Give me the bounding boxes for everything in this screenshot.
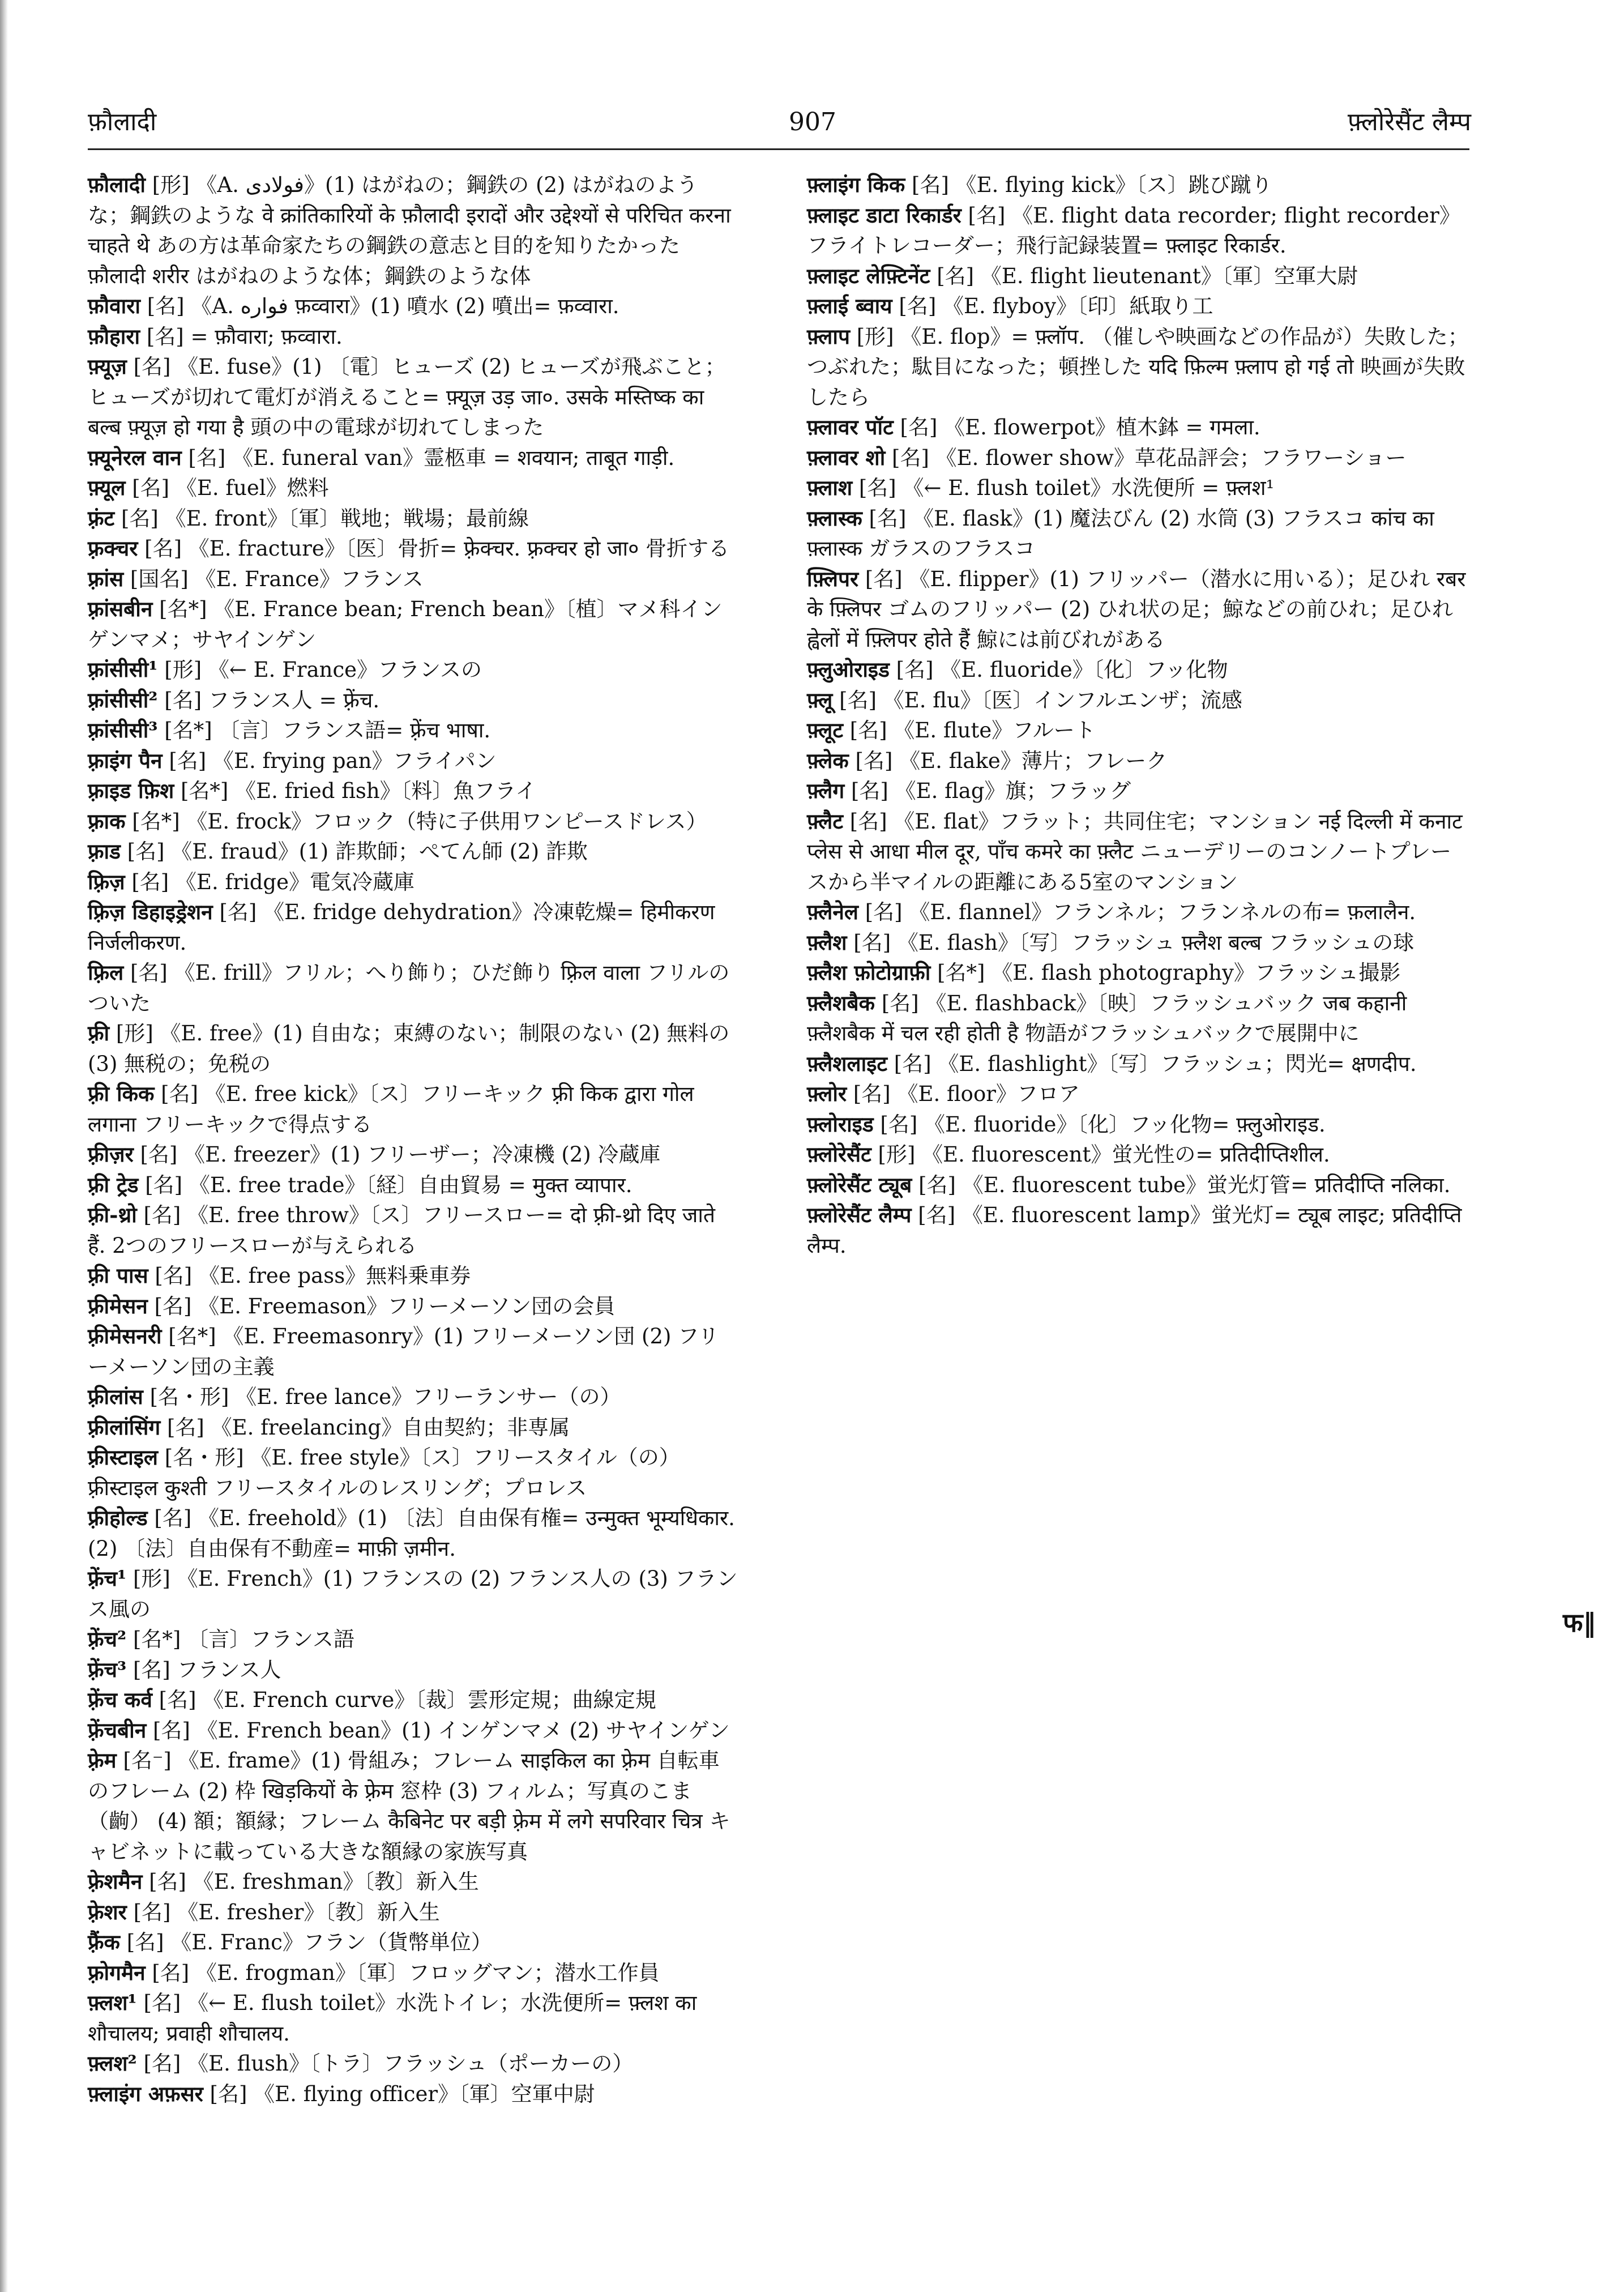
entry-definition: [名] 《E. freshman》〔教〕新入生	[149, 1870, 479, 1894]
dictionary-entry	[807, 564, 1469, 655]
dictionary-entry	[88, 1079, 739, 1139]
entry-definition: [名] 《E. frill》フリル；へり飾り；ひだ飾り फ़्रिल वाला フリルのついた	[88, 961, 730, 1015]
entry-definition: [名] 《E. flat》フラット；共同住宅；マンション नई दिल्ली में कनाट प्लेस से आधा मील दूर, पाँच कमरे का फ़्लैट ニューデリーのコンノートプレースから半マイルの距離にある5室のマンション	[807, 809, 1463, 894]
entry-headword: फ़्लश²	[88, 2051, 137, 2076]
dictionary-entry	[807, 261, 1469, 292]
entry-headword: फ़ौलादी	[88, 172, 146, 197]
dictionary-entry	[88, 1715, 739, 1746]
entry-definition: [名⁻] 《E. frame》(1) 骨組み；フレーム साइकिल का फ़्रेम 自転車のフレーム (2) 枠 खिड़कियों के फ़्रेम 窓枠 (3) フィルム；写真のこま（齣） (4) 額；額縁；フレーム कैबिनेट पर बड़ी फ़्रेम में लगे सपरिवार चित्र キャビネットに載っている大きな額縁の家族写真	[88, 1748, 730, 1864]
entry-definition: [名] 《E. flush》〔トラ〕フラッシュ（ポーカーの）	[143, 2051, 634, 2076]
dictionary-entry	[88, 715, 739, 746]
dictionary-entry	[88, 1867, 739, 1897]
entry-headword: फ़्लोराइड	[807, 1111, 874, 1137]
entry-headword: फ़्लाइंग किक	[807, 172, 905, 197]
entry-definition: [名] 《E. flute》フルート	[849, 718, 1096, 742]
dictionary-entry	[88, 1382, 739, 1412]
entry-definition: [名*] 〔言〕フランス語	[133, 1627, 355, 1651]
entry-headword: फ़्रीमेसनरी	[88, 1324, 162, 1348]
dictionary-entry	[88, 958, 739, 1018]
entry-headword: फ़्रीमेसन	[88, 1293, 148, 1318]
running-head-left: फ़ौलादी	[88, 108, 157, 136]
entry-headword: फ़्लाइट डाटा रिकार्डर	[807, 202, 961, 228]
entry-headword: फ़्रैंक	[88, 1930, 120, 1954]
entry-definition: [名] 《E. frying pan》フライパン	[169, 748, 497, 773]
entry-headword: फ़्रेंच²	[88, 1627, 127, 1651]
dictionary-entry	[88, 1261, 739, 1291]
dictionary-entry	[807, 1170, 1469, 1201]
entry-headword: फ़्राड	[88, 839, 121, 864]
entry-definition: [形] 《E. flop》= फ़्लॉप. （催しや映画などの作品が）失敗した；つぶれた；駄目になった；頓挫した यदि फ़िल्म फ़्लाप हो गई तो 映画が失敗したら	[807, 324, 1469, 409]
dictionary-entry	[807, 412, 1469, 443]
entry-definition: [形] 《← E. France》フランスの	[164, 658, 482, 682]
entry-headword: फ़्रीलांसिंग	[88, 1414, 161, 1440]
dictionary-entry	[807, 200, 1469, 261]
dictionary-entry	[807, 685, 1469, 716]
entry-definition: [名] 《E. free throw》〔ス〕フリースロー= दो फ़्री-थ्रो दिए जाते हैं. 2つのフリースローが与えられる	[88, 1203, 716, 1258]
entry-headword: फ़्लैशलाइट	[807, 1051, 888, 1076]
dictionary-entry	[88, 1170, 739, 1201]
dictionary-entry	[88, 1564, 739, 1624]
dictionary-entry	[88, 594, 739, 655]
entry-definition: [名] 《E. fracture》〔医〕骨折= फ़्रेक्चर. फ़्रक्चर हो जा० 骨折する	[144, 536, 730, 561]
entry-headword: फ़्लाइट लेफ़्टिनेंट	[807, 263, 930, 288]
entry-headword: फ़्रोगमैन	[88, 1960, 146, 1985]
entry-definition: [名] 《E. fraud》(1) 詐欺師；ぺてん師 (2) 詐欺	[127, 839, 588, 864]
entry-definition: [形] 《E. fluorescent》蛍光性の= प्रतिदीप्तिशील.	[878, 1142, 1330, 1167]
dictionary-entry	[807, 473, 1469, 503]
dictionary-entry	[88, 322, 739, 352]
entry-definition: [名] 《E. flying officer》〔軍〕空軍中尉	[210, 2081, 595, 2106]
entry-headword: फ़्लैशबैक	[807, 990, 875, 1015]
entry-definition: [名] 《E. flight lieutenant》〔軍〕空軍大尉	[937, 263, 1358, 288]
entry-headword: फ़्रांसीसी¹	[88, 657, 158, 682]
entry-definition: [名] 《E. fresher》〔教〕新入生	[133, 1900, 440, 1924]
entry-headword: फ़्लाइंग अफ़सर	[88, 2081, 203, 2106]
entry-headword: फ़्यूल	[88, 475, 126, 500]
entry-definition: [名] 《E. flying kick》〔ス〕跳び蹴り	[912, 173, 1272, 197]
entry-definition: [名] 《E. flashlight》〔写〕フラッシュ；閃光= क्षणदीप.	[894, 1051, 1417, 1076]
dictionary-entry	[88, 1745, 739, 1867]
entry-definition: [名・形] 《E. free style》〔ス〕フリースタイル（の） फ़्रीस्टाइल कुश्ती フリースタイルのレスリング；プロレス	[88, 1445, 680, 1500]
dictionary-entry	[88, 1988, 739, 2048]
entry-headword: फ़्रंट	[88, 505, 115, 531]
entry-headword: फ़्री ट्रेड	[88, 1172, 139, 1197]
entry-headword: फ़ौवारा	[88, 293, 140, 318]
entry-definition: [名] 《E. flashback》〔映〕フラッシュバック जब कहानी फ़्लैशबैक में चल रही होती है 物語がフラッシュバックで展開中に	[807, 991, 1407, 1045]
entry-headword: फ़्लाप	[807, 323, 850, 349]
entry-headword: फ़्रेंचबीन	[88, 1717, 147, 1743]
entry-definition: [名] 《E. fuel》燃料	[132, 476, 329, 500]
entry-headword: फ़्लोर	[807, 1081, 847, 1106]
entry-definition: [名] 《E. flyboy》〔印〕紙取り工	[899, 294, 1213, 318]
dictionary-entry	[88, 443, 739, 473]
entry-headword: फ़्री पास	[88, 1263, 148, 1288]
entry-definition: [名] 《E. flu》〔医〕インフルエンザ；流感	[839, 688, 1242, 712]
dictionary-entry	[807, 291, 1469, 322]
entry-definition: [名] 《E. fluoride》〔化〕フッ化物	[896, 658, 1228, 682]
dictionary-entry	[88, 776, 739, 806]
entry-definition: [名] 《A. فواره फ़व्वारा》(1) 噴水 (2) 噴出= फ़व्वारा.	[147, 294, 619, 318]
thumb-index: फ‖	[1563, 1607, 1596, 1638]
entry-definition: [名] 《E. flake》薄片；フレーク	[855, 748, 1168, 773]
entry-headword: फ़्री किक	[88, 1081, 155, 1106]
entry-definition: [名] 《E. freehold》(1) 〔法〕自由保有権= उन्मुक्त भूम्यधिकार. (2) 〔法〕自由保有不動産= माफ़ी ज़मीन.	[88, 1506, 735, 1561]
dictionary-entry	[88, 1897, 739, 1928]
entry-headword: फ़ौहारा	[88, 323, 140, 349]
entry-definition: [名・形] 《E. free lance》フリーランサー（の）	[149, 1385, 621, 1409]
entry-definition: [名] = फ़ौवारा; फ़व्वारा.	[146, 324, 343, 349]
scan-binding-edge	[0, 0, 8, 2292]
entry-headword: फ़्रेम	[88, 1748, 117, 1773]
entry-headword: फ़्रक्चर	[88, 536, 138, 561]
entry-headword: फ़्रेंच कर्व	[88, 1687, 152, 1712]
dictionary-entry	[88, 1321, 739, 1382]
entry-definition: [名] 《E. fluorescent lamp》蛍光灯= ट्यूब लाइट; प्रतिदीप्ति लैम्प.	[807, 1203, 1462, 1258]
dictionary-entry	[807, 1139, 1469, 1170]
dictionary-entry	[807, 897, 1469, 928]
dictionary-entry	[807, 988, 1469, 1049]
dictionary-entry	[88, 291, 739, 322]
entry-headword: फ़्लैट	[807, 808, 844, 834]
entry-headword: फ़्राइंग पैन	[88, 748, 163, 773]
dictionary-entry	[88, 1412, 739, 1443]
entry-definition: [名] 《E. flipper》(1) フリッパー（潜水に用いる）；足ひれ रबर के फ़्लिपर ゴムのフリッパー (2) ひれ状の足；鯨などの前ひれ；足ひれ ह्वेलों में फ़्लिपर होते हैं 鯨には前びれがある	[807, 566, 1466, 652]
entry-definition: [名] 《E. freezer》(1) フリーザー；冷凍機 (2) 冷蔵庫	[140, 1142, 661, 1167]
entry-definition: [名] 《E. flight data recorder; flight recorder》フライトレコーダー；飛行記録装置= फ़्लाइट रिकार्डर.	[807, 203, 1460, 258]
entry-headword: फ़्रिज़	[88, 869, 125, 894]
entry-headword: फ़्लैश	[807, 929, 847, 955]
entry-headword: फ़्रांस	[88, 566, 124, 591]
dictionary-entry	[807, 746, 1469, 776]
entry-headword: फ़्रिज़ डिहाइड्रेशन	[88, 899, 213, 924]
entry-definition: [名] 《E. front》〔軍〕戦地；戦場；最前線	[121, 506, 529, 531]
entry-headword: फ़्रीहोल्ड	[88, 1505, 148, 1530]
dictionary-entry	[807, 443, 1469, 473]
entry-headword: फ़्लैश फ़ोटोग्राफ़ी	[807, 960, 931, 985]
entry-headword: फ़्लूट	[807, 718, 844, 742]
entry-definition: [名] 《E. free pass》無料乗車券	[155, 1264, 471, 1288]
dictionary-entry	[88, 533, 739, 564]
entry-headword: फ़्लावर पॉट	[807, 415, 894, 439]
entry-definition: [名] 《E. frogman》〔軍〕フロッグマン；潜水工作員	[152, 1960, 660, 1985]
entry-headword: फ़्लश¹	[88, 1990, 137, 2015]
dictionary-entry	[88, 836, 739, 867]
entry-headword: फ़्रेंच³	[88, 1657, 127, 1682]
entry-headword: फ़्लैग	[807, 778, 845, 803]
entry-headword: फ़्यूनेरल वान	[88, 445, 182, 470]
entry-headword: फ़्रेशमैन	[88, 1869, 143, 1894]
dictionary-entry	[88, 473, 739, 503]
entry-definition: [名] 《E. flannel》フランネル；フランネルの布= फ़लालैन.	[865, 900, 1416, 924]
entry-definition: [名] 《E. flag》旗；フラッグ	[851, 779, 1131, 803]
dictionary-entry	[88, 352, 739, 443]
entry-headword: फ़्लावर शो	[807, 445, 886, 470]
dictionary-entry	[88, 1018, 739, 1079]
entry-definition: [名*] 《E. Freemasonry》(1) フリーメーソン団 (2) フリーメーソン団の主義	[88, 1324, 719, 1379]
entry-definition: [名] 《E. Franc》フラン（貨幣単位）	[126, 1930, 492, 1954]
entry-definition: [形] 《A. فولادی》(1) はがねの；鋼鉄の (2) はがねのような；鋼鉄のような वे क्रांतिकारियों के फ़ौलादी इरादों और उद्देश्यों से परिचित करना चाहते थे あの方は革命家たちの鋼鉄の意志と目的を知りたかった फ़ौलादी शरीर はがねのような体；鋼鉄のような体	[88, 173, 731, 288]
dictionary-entry	[807, 928, 1469, 958]
entry-headword: फ़्राक	[88, 808, 126, 834]
dictionary-entry	[88, 1624, 739, 1655]
dictionary-entry	[88, 1291, 739, 1322]
dictionary-entry	[807, 1049, 1469, 1079]
entry-definition: [名] 《E. fuse》(1) 〔電〕ヒューズ (2) ヒューズが飛ぶこと；ヒューズが切れて電灯が消えること= फ़्यूज़ उड़ जा०. उसके मस्तिष्क का बल्ब फ़्यूज़ हो गया है 頭の中の電球が切れてしまった	[88, 355, 726, 439]
entry-definition: [名*] 《E. flash photography》フラッシュ撮影	[937, 961, 1401, 985]
dictionary-entry	[88, 503, 739, 534]
entry-definition: [国名] 《E. France》フランス	[130, 566, 424, 591]
entry-definition: [名] 《E. flowerpot》植木鉢 = गमला.	[900, 415, 1260, 439]
left-column	[88, 170, 739, 2109]
entry-definition: [名] 《E. French curve》〔裁〕雲形定規；曲線定規	[159, 1688, 656, 1712]
entry-definition: [名*] 《E. frock》フロック（特に子供用ワンピースドレス）	[132, 809, 707, 834]
entry-headword: फ़्यूज़	[88, 354, 127, 379]
entry-headword: फ़्लिपर	[807, 566, 859, 591]
page-number: 907	[789, 108, 836, 136]
dictionary-entry	[88, 1927, 739, 1958]
entry-headword: फ़्राइड फ़िश	[88, 778, 174, 803]
entry-headword: फ़्रांसबीन	[88, 596, 153, 621]
entry-definition: [名] 《E. fluoride》〔化〕フッ化物= फ़्लुओराइड.	[880, 1112, 1326, 1137]
dictionary-entry	[807, 170, 1469, 200]
entry-headword: फ़्रांसीसी²	[88, 687, 158, 712]
dictionary-entry	[807, 503, 1469, 564]
entry-definition: [名] 《E. freelancing》自由契約；非専属	[166, 1415, 570, 1440]
dictionary-entry	[88, 564, 739, 595]
dictionary-entry	[88, 685, 739, 716]
entry-definition: [名*] 《E. fried fish》〔料〕魚フライ	[181, 779, 537, 803]
entry-definition: [名] 《E. fluorescent tube》蛍光灯管= प्रतिदीप्ति नलिका.	[918, 1172, 1451, 1197]
entry-headword: फ़्रिल	[88, 960, 124, 985]
dictionary-entry	[88, 746, 739, 776]
entry-definition: [名] 《E. Freemason》フリーメーソン団の会員	[154, 1294, 616, 1318]
entry-headword: फ़्रेशर	[88, 1899, 127, 1924]
entry-headword: फ़्रीलांस	[88, 1384, 143, 1409]
entry-headword: फ़्लाई ब्वाय	[807, 293, 892, 318]
entry-definition: [名] 《← E. flush toilet》水洗トイレ；水洗便所= फ़्लश का शौचालय; प्रवाही शौचालय.	[88, 1991, 697, 2046]
dictionary-entry	[807, 958, 1469, 988]
dictionary-entry	[807, 1200, 1469, 1261]
entry-headword: फ़्लेक	[807, 748, 849, 773]
entry-headword: फ़्लोरेसैंट ट्यूब	[807, 1172, 912, 1197]
entry-definition: [名] 《E. free trade》〔経〕自由貿易 = मुक्त व्यापार.	[145, 1172, 632, 1197]
dictionary-entry	[88, 1139, 739, 1170]
dictionary-entry	[807, 776, 1469, 806]
entry-headword: फ़्लू	[807, 687, 833, 712]
entry-headword: फ़्लुओराइड	[807, 657, 890, 682]
entry-definition: [名] 《E. floor》フロア	[853, 1082, 1080, 1106]
dictionary-entry	[807, 1109, 1469, 1140]
header-rule	[88, 148, 1469, 150]
dictionary-entry	[88, 1503, 739, 1564]
dictionary-entry	[88, 2079, 739, 2110]
entry-definition: [名] 《E. flash》〔写〕フラッシュ फ़्लैश बल्ब フラッシュの球	[853, 930, 1414, 955]
dictionary-entry	[88, 897, 739, 958]
entry-definition: [形] 《E. French》(1) フランスの (2) フランス人の (3) フランス風の	[88, 1567, 738, 1621]
entry-definition: [名] 《E. flower show》草花品評会；フラワーショー	[892, 445, 1407, 470]
entry-definition: [名] 《E. fridge dehydration》冷凍乾燥= हिमीकरण निर्जलीकरण.	[88, 900, 715, 955]
dictionary-entry	[88, 1958, 739, 1988]
entry-definition: [名] 《E. flask》(1) 魔法びん (2) 水筒 (3) フラスコ कांच का फ़्लास्क ガラスのフラスコ	[807, 506, 1434, 561]
dictionary-entry	[807, 715, 1469, 746]
entry-definition: [名] 《E. funeral van》霊柩車 = शवयान; ताबूत गाड़ी.	[188, 445, 675, 470]
entry-headword: फ़्रीस्टाइल	[88, 1445, 158, 1470]
dictionary-entry	[88, 1200, 739, 1261]
entry-definition: [名] 《E. free kick》〔ス〕フリーキック फ़्री किक द्वारा गोल लगाना フリーキックで得点する	[88, 1082, 694, 1137]
entry-headword: फ़्रांसीसी³	[88, 718, 158, 742]
entry-definition: [名*] 《E. France bean; French bean》〔植〕マメ科インゲンマメ；サヤインゲン	[88, 597, 723, 652]
entry-definition: [名] フランス人	[133, 1657, 281, 1682]
dictionary-entry	[88, 655, 739, 685]
dictionary-entry	[88, 2048, 739, 2079]
entry-headword: फ़्रेंच¹	[88, 1566, 127, 1591]
entry-definition: [名*] 〔言〕フランス語= फ़्रेंच भाषा.	[164, 718, 491, 742]
dictionary-entry	[807, 655, 1469, 685]
dictionary-entry	[807, 1079, 1469, 1109]
entry-headword: फ़्री-थ्रो	[88, 1202, 137, 1227]
entry-headword: फ़्लाश	[807, 475, 853, 500]
entry-definition: [名] フランス人 = फ़्रेंच.	[164, 688, 380, 712]
dictionary-entry	[88, 1685, 739, 1715]
entry-definition: [形] 《E. free》(1) 自由な；束縛のない；制限のない (2) 無料の (3) 無税の；免税の	[88, 1021, 730, 1076]
running-head-right: फ़्लोरेसैंट लैम्प	[1347, 108, 1471, 136]
entry-definition: [名] 《E. French bean》(1) インゲンマメ (2) サヤインゲン	[153, 1718, 730, 1743]
entry-headword: फ़्री	[88, 1021, 110, 1045]
entry-headword: फ़्लास्क	[807, 505, 862, 531]
dictionary-entry	[88, 1655, 739, 1685]
dictionary-entry	[807, 806, 1469, 898]
dictionary-entry	[88, 170, 739, 291]
dictionary-entry	[807, 322, 1469, 413]
dictionary-entry	[88, 806, 739, 837]
entry-definition: [名] 《← E. flush toilet》水洗便所 = फ़्लश¹	[858, 476, 1275, 500]
entry-headword: फ़्लोरेसैंट लैम्प	[807, 1202, 912, 1227]
dictionary-entry	[88, 867, 739, 898]
entry-headword: फ़्लैनेल	[807, 899, 858, 924]
dictionary-entry	[88, 1442, 739, 1503]
right-column	[807, 170, 1469, 1261]
entry-definition: [名] 《E. fridge》電気冷蔵庫	[131, 869, 414, 894]
entry-headword: फ़्लोरेसैंट	[807, 1142, 871, 1167]
entry-headword: फ़्रीज़र	[88, 1142, 134, 1167]
